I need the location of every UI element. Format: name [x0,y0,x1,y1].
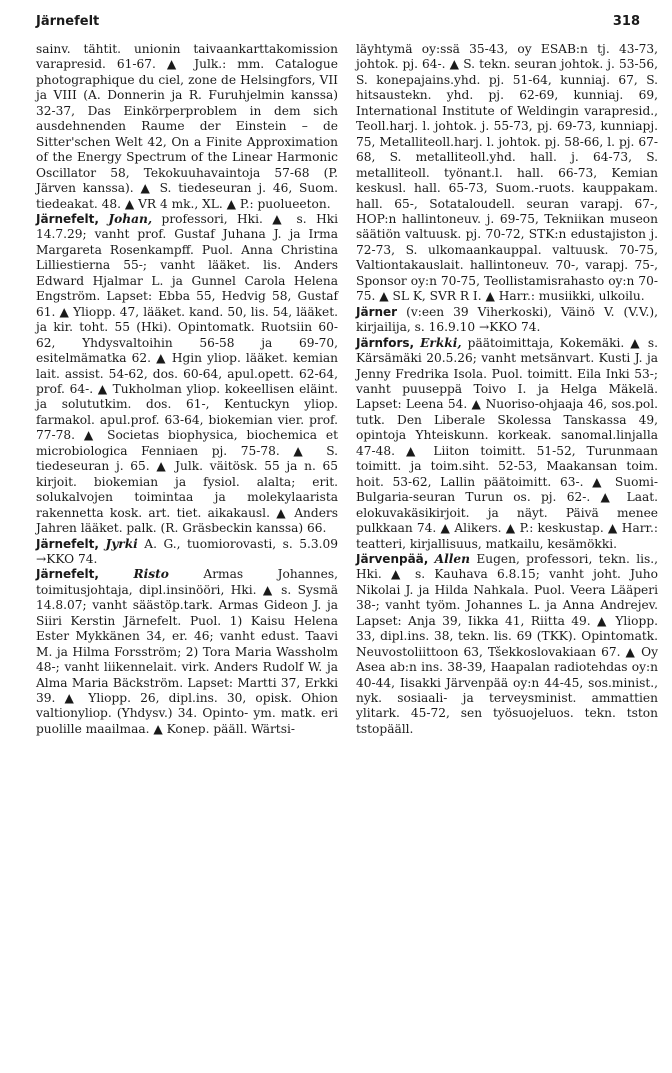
entry-text: päätoimittaja, Kokemäki. ▲ s. Kärsämäki 20.5.26; vanht metsänvart. Kusti J. ja Jenny Fredrika Isola. Puol. toimitt. Eila Inki 53-; vanht puuseppä Toivo I. ja Helga Mäkelä. Lapset: Leena 54. ▲ Nuoriso-ohjaaja 46, sos.pol. tutk. Den Liberale Skolessa Tanskassa 49, opintoja Yhteiskunn. korkeak. sanomal.linjalla 47-48. ▲ Liiton toimitt. 51-52, Turunmaan toimitt. ja toim.siht. 52-53, Maakansan toim. hoit. 53-62, Lallin päätoimitt. 63-. ▲ Suomi-Bulgaria-seuran Turun os. pj. 62-. ▲ Laat. elokuvakäsikirjoit. ja näyt. Päivä menee pulkkaan 74. ▲ Alikers. ▲ P.: keskustap. ▲ Harr.: teatteri, kirjallisuus, matkailu, kesämökki. [356,335,658,551]
header-title: Järnefelt [36,14,100,29]
entry-surname: Järvenpää, [356,551,429,566]
entry-erkki-jarnfors [356,336,658,552]
entry-text: A. G., tuomiorovasti, s. 5.3.09 →KKO 74. [36,536,338,566]
page-number: 318 [612,14,640,29]
entry-given-name: Risto [133,567,169,582]
entry-jyrki-jarnefelt [36,537,338,568]
entry-text: läyhtymä oy:ssä 35-43, oy ESAB:n tj. 43-73, johtok. pj. 64-. ▲ S. tekn. seuran johtok. j. 53-56, S. konepajains.yhd. pj. 51-64, kunniaj. 67, S. hitsaustekn. yhd. pj. 62-69, kunniaj. 69, International Institute of Weldingin varapresid., Teoll.harj. l. johtok. j. 55-73, pj. 69-73, kunniapj. 75, Metalliteoll.harj. l. johtok. pj. 58-66, l. pj. 67-68, S. metalliteoll.yhd. hall. j. 64-73, S. metalliteoll. työnant.l. hall. 66-73, Kemian keskusl. hall. 65-73, Suom.-ruots. kauppakam. hall. 65-, Sotataloudell. seuran varapj. 67-, HOP:n hallintoneuv. j. 69-75, Tekniikan museon säätiön valtuusk. pj. 70-72, STK:n edustajiston j. 72-73, S. ulkomaankauppal. valtuusk. 70-75, Valtiontakauslait. hallintoneuv. 70-, varapj. 75-, Sponsor oy:n 70-75, Teollistamisrahasto oy:n 70-75. ▲ SL K, SVR R I. ▲ Harr.: musiikki, ulkoilu. [356,42,658,304]
running-header [36,14,640,34]
entry-risto-jarnefelt [36,567,338,737]
entry-given-name: Johan, [108,211,153,226]
entry-given-name: Allen [434,551,471,566]
entry-vaino-jarner [356,305,658,336]
entry-surname: Järnefelt, [36,211,99,226]
right-column [356,42,658,737]
entry-johan-jarnefelt [36,212,338,537]
entry-text: professori, Hki. ▲ s. Hki 14.7.29; vanht prof. Gustaf Juhana J. ja Irma Margareta Rosenkampff. Puol. Anna Christina Lilliestierna 55-; vanht lääket. lis. Anders Edward Hjalmar L. ja Gunnel Carola Helena Engström. Lapset: Ebba 55, Hedvig 58, Gustaf 61. ▲ Yliopp. 47, lääket. kand. 50, lis. 54, lääket. ja kir. toht. 55 (Hki). Opintomatk. Ruotsiin 60-62, Yhdysvaltoihin 56-58 ja 69-70, esitelmämatka 62. ▲ Hgin yliop. lääket. kemian lait. assist. 54-62, dos. 60-64, apul.opett. 62-64, prof. 64-. ▲ Tukholman yliop. kokeellisen eläint. ja solututkim. dos. 61-, Kentuckyn yliop. farmakol. apul.prof. 63-64, biokemian vier. prof. 77-78. ▲ Societas biophysica, biochemica et microbiologica Fenniaen pj. 75-78. ▲ S. tiedeseuran j. 65. ▲ Julk. väitösk. 55 ja n. 65 kirjoit. biokemian ja fysiol. alalta; erit. solukalvojen toimintaa ja molekylaarista rakennetta kosk. art. tiet. aikakausl. ▲ Anders Jahren lääket. palk. (R. Gräsbeckin kanssa) 66. [36,211,338,536]
entry-surname: Järnfors, [356,335,415,350]
entry-text: (v:een 39 Viherkoski), Väinö V. (V.V.), kirjailija, s. 16.9.10 →KKO 74. [356,304,658,335]
entry-text: sainv. tähtit. unionin taivaankarttakomission varapresid. 61-67. ▲ Julk.: mm. Catalogue photographique du ciel, zone de Helsingfors, VII ja VIII (A. Donnerin ja R. Furuhjelmin kanssa) 32-37, Das Einkörperproblem in dem sich ausdehnenden Raume der Einstein – de Sitter'schen Welt 42, On a Finite Approximation of the Energy Spectrum of the Linear Harmonic Oscillator 58, Tekokuuhavaintoja 57-68 (P. Järven kanssa). ▲ S. tiedeseuran j. 46, Suom. tiedeakat. 48. ▲ VR 4 mk., XL. ▲ P.: puolueeton. [36,42,338,211]
left-column [36,42,338,737]
entry-given-name: Erkki, [420,335,462,350]
entry-surname: Järner [356,304,398,319]
entry-text: Armas Johannes, toimitusjohtaja, dipl.insinööri, Hki. ▲ s. Sysmä 14.8.07; vanht säästöp.tark. Armas Gideon J. ja Siiri Kerstin Järnefelt. Puol. 1) Kaisu Helena Ester Mykkänen 34, er. 46; vanht edust. Taavi M. ja Hilma Forsström; 2) Tora Maria Wassholm 48-; vanht liikennelait. virk. Anders Rudolf W. ja Alma Maria Bäckström. Lapset: Martti 37, Erkki 39. ▲ Yliopp. 26, dipl.ins. 30, opisk. Ohion valtionyliop. (Yhdysv.) 34. Opinto- ym. matk. eri puolille maailmaa. ▲ Konep. pääll. Wärtsi- [36,567,338,736]
entry-surname: Järnefelt, [36,567,99,582]
entry-continuation [356,42,658,305]
entry-continuation [36,42,338,212]
entry-text: Eugen, professori, tekn. lis., Hki. ▲ s. Kauhava 6.8.15; vanht joht. Juho Nikolai J. ja Hilda Nahkala. Puol. Veera Lääperi 38-; vanht työm. Johannes L. ja Anna Andrejev. Lapset: Anja 39, Iikka 41, Riitta 49. ▲ Yliopp. 33, dipl.ins. 38, tekn. lis. 69 (TKK). Opintomatk. Neuvostoliittoon 63, Tšekkoslovakiaan 67. ▲ Oy Asea ab:n ins. 38-39, Haapalan radiotehdas oy:n 40-44, Iisakki Järvenpää oy:n 44-45, sos.minist., nyk. sosiaali- ja terveysminist. ammattien ylitark. 45-72, sen työsuojeluos. tekn. tston tstopääll. [356,551,659,736]
entry-allen-jarvenpaa [356,552,658,737]
entry-given-name: Jyrki [105,536,138,551]
entry-surname: Järnefelt, [36,536,99,551]
